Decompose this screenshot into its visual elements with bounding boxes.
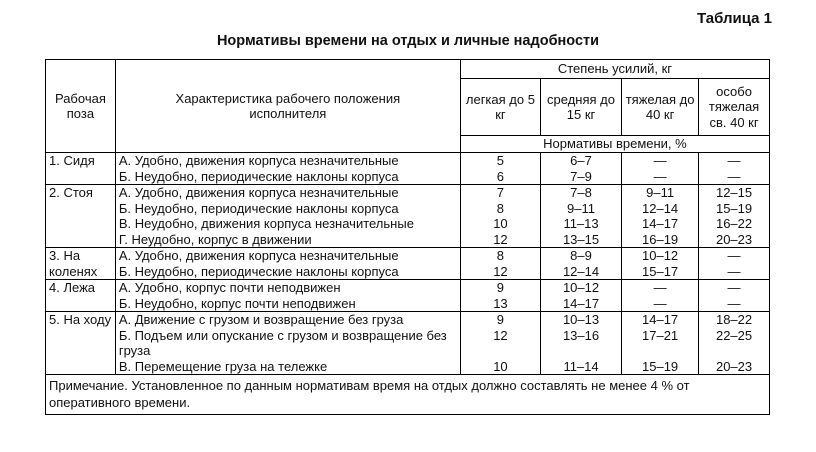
value-cell-extra-heavy: 22–25 [699, 328, 770, 359]
value-cell-light: 12 [460, 328, 540, 359]
value-cell-light: 10 [460, 359, 540, 375]
posture-cell: 4. Лежа [46, 280, 116, 312]
value-cell-extra-heavy: 20–23 [699, 359, 770, 375]
table-row [46, 359, 770, 375]
value-cell-heavy: 9–11 [622, 185, 699, 201]
characteristic-cell: В. Перемещение груза на тележке [115, 359, 460, 375]
value-cell-medium: 7–9 [540, 169, 621, 185]
value-cell-extra-heavy: — [699, 153, 770, 169]
value-cell-extra-heavy: 15–19 [699, 201, 770, 217]
value-cell-heavy: 16–19 [622, 232, 699, 248]
characteristic-cell: А. Удобно, движения корпуса незначительные [115, 185, 460, 201]
header-posture: Рабочая поза [46, 60, 116, 153]
rest-time-norms-table [45, 59, 770, 415]
value-cell-light: 9 [460, 280, 540, 296]
value-cell-heavy: 17–21 [622, 328, 699, 359]
table-row [46, 201, 770, 217]
value-cell-extra-heavy: — [699, 296, 770, 312]
value-cell-medium: 11–13 [540, 216, 621, 232]
value-cell-medium: 6–7 [540, 153, 621, 169]
value-cell-medium: 12–14 [540, 264, 621, 280]
characteristic-cell: Б. Неудобно, периодические наклоны корпуса [115, 169, 460, 185]
value-cell-heavy: — [622, 169, 699, 185]
posture-cell: 1. Сидя [46, 153, 116, 185]
table-row [46, 169, 770, 185]
table-row [46, 185, 770, 201]
table-row [46, 153, 770, 169]
table-row [46, 216, 770, 232]
characteristic-cell: А. Движение с грузом и возвращение без груза [115, 312, 460, 328]
value-cell-extra-heavy: 20–23 [699, 232, 770, 248]
value-cell-medium: 11–14 [540, 359, 621, 375]
characteristic-cell: А. Удобно, движения корпуса незначительные [115, 153, 460, 169]
characteristic-cell: Б. Неудобно, периодические наклоны корпуса [115, 201, 460, 217]
value-cell-medium: 14–17 [540, 296, 621, 312]
table-row [46, 328, 770, 359]
characteristic-cell: Б. Неудобно, периодические наклоны корпуса [115, 264, 460, 280]
value-cell-light: 7 [460, 185, 540, 201]
value-cell-light: 5 [460, 153, 540, 169]
value-cell-medium: 10–13 [540, 312, 621, 328]
value-cell-extra-heavy: 12–15 [699, 185, 770, 201]
value-cell-heavy: 15–17 [622, 264, 699, 280]
header-load-extra-heavy: особо тяжелая св. 40 кг [699, 79, 770, 136]
table-row [46, 264, 770, 280]
value-cell-light: 6 [460, 169, 540, 185]
header-norms: Нормативы времени, % [460, 136, 769, 153]
value-cell-heavy: — [622, 280, 699, 296]
header-load-heavy: тяжелая до 40 кг [622, 79, 699, 136]
value-cell-light: 8 [460, 201, 540, 217]
value-cell-extra-heavy: — [699, 264, 770, 280]
characteristic-cell: В. Неудобно, движения корпуса незначительные [115, 216, 460, 232]
table-caption: Нормативы времени на отдых и личные надобности [216, 33, 600, 49]
header-row-effort [46, 60, 770, 79]
table-row [46, 296, 770, 312]
value-cell-extra-heavy: — [699, 169, 770, 185]
value-cell-medium: 10–12 [540, 280, 621, 296]
posture-cell: 2. Стоя [46, 185, 116, 248]
value-cell-light: 8 [460, 248, 540, 264]
value-cell-heavy: 12–14 [622, 201, 699, 217]
value-cell-extra-heavy: — [699, 248, 770, 264]
value-cell-heavy: 15–19 [622, 359, 699, 375]
posture-cell: 5. На ходу [46, 312, 116, 375]
value-cell-extra-heavy: — [699, 280, 770, 296]
posture-cell: 3. На коленях [46, 248, 116, 280]
value-cell-light: 10 [460, 216, 540, 232]
characteristic-cell: Г. Неудобно, корпус в движении [115, 232, 460, 248]
header-effort-group: Степень усилий, кг [460, 60, 769, 79]
value-cell-extra-heavy: 18–22 [699, 312, 770, 328]
value-cell-light: 12 [460, 264, 540, 280]
table-number-label: Таблица 1 [696, 10, 772, 27]
value-cell-heavy: 14–17 [622, 216, 699, 232]
value-cell-heavy: 14–17 [622, 312, 699, 328]
header-characteristic: Характеристика рабочего положения исполнителя [115, 60, 460, 153]
table-row [46, 280, 770, 296]
characteristic-cell: А. Удобно, корпус почти неподвижен [115, 280, 460, 296]
table-row [46, 248, 770, 264]
table-note: Примечание. Установленное по данным нормативам время на отдых должно составлять не менее 4 % от оперативного времени. [46, 375, 770, 415]
characteristic-cell: А. Удобно, движения корпуса незначительные [115, 248, 460, 264]
characteristic-cell: Б. Неудобно, корпус почти неподвижен [115, 296, 460, 312]
value-cell-medium: 8–9 [540, 248, 621, 264]
value-cell-light: 13 [460, 296, 540, 312]
table-row [46, 312, 770, 328]
value-cell-extra-heavy: 16–22 [699, 216, 770, 232]
table-row [46, 232, 770, 248]
note-row [46, 375, 770, 415]
value-cell-heavy: — [622, 296, 699, 312]
value-cell-heavy: — [622, 153, 699, 169]
header-load-light: легкая до 5 кг [460, 79, 540, 136]
value-cell-medium: 7–8 [540, 185, 621, 201]
header-load-medium: средняя до 15 кг [540, 79, 621, 136]
value-cell-medium: 13–16 [540, 328, 621, 359]
value-cell-medium: 13–15 [540, 232, 621, 248]
characteristic-cell: Б. Подъем или опускание с грузом и возвращение без груза [115, 328, 460, 359]
value-cell-heavy: 10–12 [622, 248, 699, 264]
value-cell-medium: 9–11 [540, 201, 621, 217]
value-cell-light: 9 [460, 312, 540, 328]
value-cell-light: 12 [460, 232, 540, 248]
